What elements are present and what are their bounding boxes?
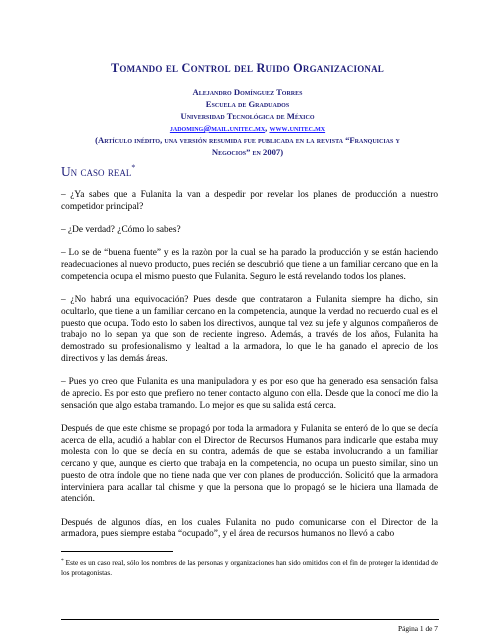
paragraph: – ¿No habrá una equivocación? Pues desde que contrataron a Fulanita siempre ha dicho, sin ocultarlo, que tiene a un familiar cercano en la competencia, aunque la verdad no recuerdo cual es el puesto que ocupa. Todo esto lo saben los directivos, aunque tal vez su jefe y algunos compañeros de trabajo no lo sepan ya que son de reciente ingreso. Además, a través de los años, Fulanita ha demostrado su profesionalismo y lealtad a la armadora, lo que le ha ganado el aprecio de los directivos y las demás áreas. — [61, 295, 438, 364]
section-title: Un caso real — [61, 164, 132, 179]
contact-separator: , — [265, 123, 270, 133]
contact-line — [30, 122, 465, 134]
title-text: Tomando el Control del Ruido Organizacional — [110, 61, 385, 75]
publication-note-line1: (Artículo inédito, una versión resumida fue publicada en la revista “Franquicias y — [95, 135, 400, 145]
paragraph: – Pues yo creo que Fulanita es una manipuladora y es por eso que ha generado esa sensación falsa de aprecio. Es por esto que prefiero no tener contacto alguno con ella. Desde que la conocí me dio la sensación que algo estaba tramando. Lo mejor es que su salida está cerca. — [61, 377, 438, 411]
email-link[interactable]: jadoming@mail.unitec.mx — [169, 123, 266, 133]
paragraph: – ¿De verdad? ¿Cómo lo sabes? — [61, 225, 181, 236]
school-name: Escuela de Graduados — [205, 99, 290, 109]
document-title — [30, 61, 465, 76]
website-link[interactable]: www.unitec.mx — [269, 123, 326, 133]
paragraph: – ¿Ya sabes que a Fulanita la van a despedir por revelar los planes de producción a nuestro competidor principal? — [61, 190, 438, 212]
paragraph: – Lo se de “buena fuente” y es la razòn por la cual se ha parado la producción y se están haciendo readecuaciones al nuevo producto, pues recién se descubrió que tiene a un familiar cercano que en la competencia ocupa el mismo puesto que Fulanita. Seguro le está revelando todos los planes. — [61, 248, 438, 282]
paragraph: Después de algunos días, en los cuales Fulanita no pudo comunicarse con el Director de la armadora, pues siempre estaba “ocupado”, y el área de recursos humanos no llevó a cabo — [61, 517, 438, 540]
footnote-marker-symbol: * — [61, 558, 64, 564]
footer-rule — [61, 619, 439, 620]
author-block — [30, 86, 465, 158]
body-text — [61, 190, 438, 553]
footnote — [61, 557, 438, 577]
university-name: Universidad Tecnológica de México — [180, 111, 315, 121]
footnote-marker[interactable]: * — [131, 163, 136, 172]
footnote-text: Este es un caso real, sólo los nombres de las personas y organizaciones han sido omitidos con el fin de proteger la identidad de los protagonistas. — [61, 558, 438, 577]
paragraph: Después de que este chisme se propagó por toda la armadora y Fulanita se enteró de lo que se decía acerca de ella, acudió a hablar con el Director de Recursos Humanos para indicarle que estaba muy molesta con lo que se decía en su contra, además de que se estaba involucrando a un familiar cercano y que, aunque es cierto que trabaja en la competencia, no ocupa un puesto similar, sino un puesto de otra índole que no tiene nada que ver con planes de producción. Solicitó que la armadora interviniera para acallar tal chisme y que la persona que lo propagó se le hiciera una llamada de atención. — [61, 423, 438, 505]
page-number: Página 1 de 7 — [397, 624, 438, 633]
footnote-separator — [61, 551, 173, 552]
section-heading — [61, 163, 135, 180]
author-name: Alejandro Domínguez Torres — [192, 87, 303, 97]
publication-note-line2: Negocios” en 2007) — [211, 147, 284, 157]
